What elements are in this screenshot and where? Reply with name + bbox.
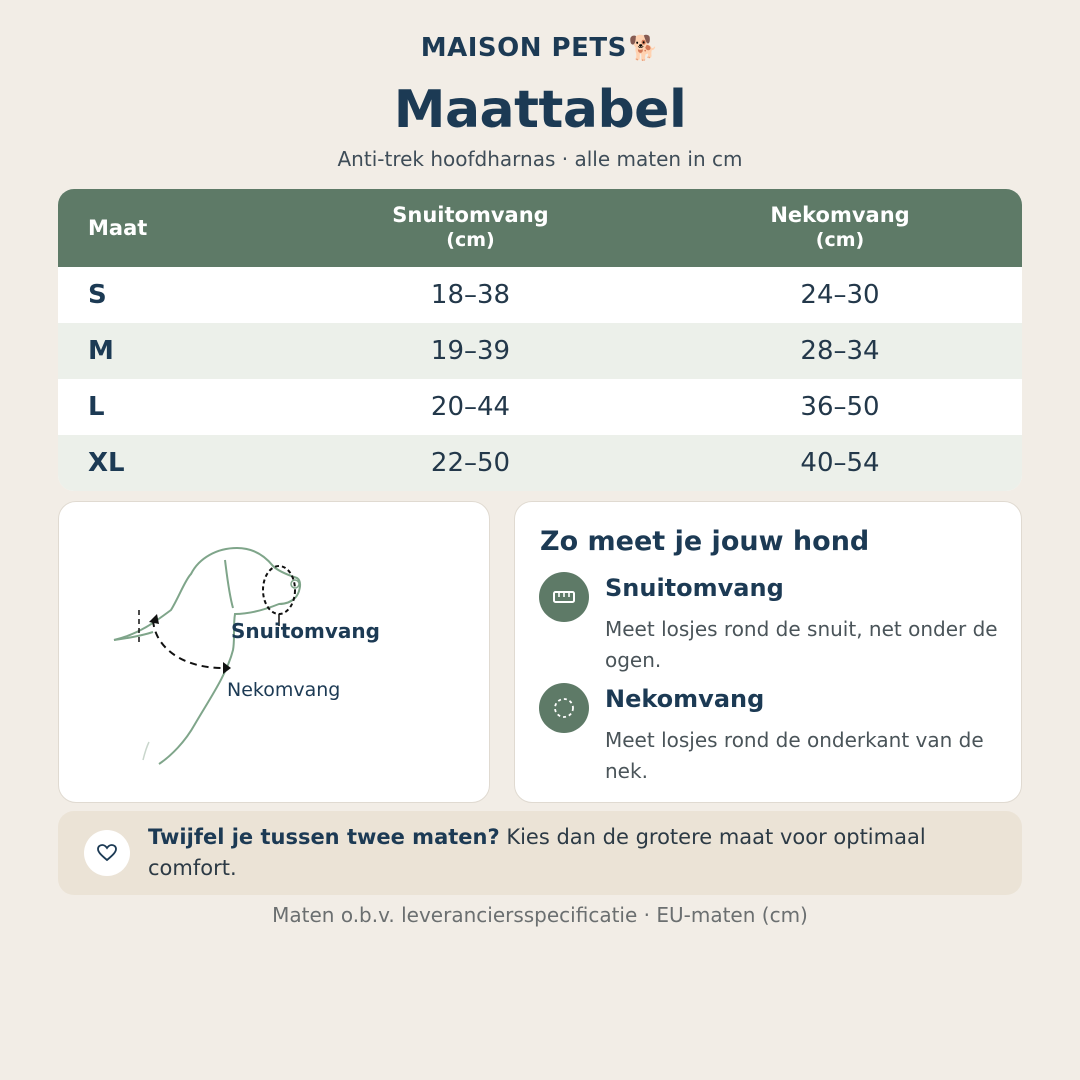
header-neck-unit: (cm) — [815, 229, 865, 251]
measure-item-title: Snuitomvang — [605, 574, 784, 602]
size-table — [58, 189, 1022, 491]
table-row — [58, 435, 1022, 491]
snout-cell: 22–50 — [430, 448, 511, 478]
snout-cell: 18–38 — [430, 280, 511, 310]
neck-label: Nekomvang — [227, 679, 341, 701]
neck-cell: 40–54 — [800, 448, 880, 478]
page-subtitle: Anti-trek hoofdharnas · alle maten in cm — [337, 147, 743, 171]
header-size-label: Maat — [88, 216, 148, 240]
neck-cell: 36–50 — [800, 392, 880, 422]
table-row — [58, 379, 1022, 435]
measure-item-text: Meet losjes rond de snuit, net onder de ogen. — [605, 617, 998, 672]
table-row — [58, 323, 1022, 379]
snout-cell: 20–44 — [430, 392, 511, 422]
tip-bold: Twijfel je tussen twee maten? — [148, 825, 500, 849]
snout-cell: 19–39 — [430, 336, 511, 366]
neck-cell: 28–34 — [800, 336, 880, 366]
size-cell: L — [88, 392, 105, 422]
table-row — [58, 267, 1022, 323]
header-snout-label: Snuitomvang — [392, 203, 549, 227]
table-header — [58, 189, 1022, 267]
neck-cell: 24–30 — [800, 280, 880, 310]
header-neck — [658, 203, 1022, 253]
header-size — [58, 216, 283, 240]
tip-text — [148, 822, 998, 884]
dotted-circle-icon — [539, 683, 589, 733]
size-tip-banner — [58, 811, 1022, 895]
tip-body: Kies dan de grotere maat voor optimaal comfort. — [148, 825, 926, 880]
size-cell: M — [88, 336, 114, 366]
brand-name: MAISON PETS — [420, 33, 627, 63]
measurement-diagram-card — [58, 501, 490, 803]
how-to-measure-title: Zo meet je jouw hond — [540, 526, 870, 557]
measure-item-title: Nekomvang — [605, 685, 765, 713]
ruler-icon — [539, 572, 589, 622]
size-cell: XL — [88, 448, 125, 478]
how-to-measure-card — [514, 501, 1022, 803]
header-neck-label: Nekomvang — [770, 203, 910, 227]
dog-measurement-illustration — [59, 502, 490, 803]
footer-note: Maten o.b.v. leveranciersspecificatie · EU-maten (cm) — [272, 903, 808, 927]
brand-logo — [0, 33, 1080, 63]
size-cell: S — [88, 280, 107, 310]
measure-item-text: Meet losjes rond de onderkant van de nek. — [605, 728, 984, 783]
snout-label: Snuitomvang — [231, 619, 380, 643]
heart-icon — [84, 830, 130, 876]
header-snout-unit: (cm) — [446, 229, 495, 251]
header-snout — [283, 203, 658, 253]
page-title: Maattabel — [393, 80, 687, 140]
dog-icon: 🐕 — [628, 34, 660, 62]
